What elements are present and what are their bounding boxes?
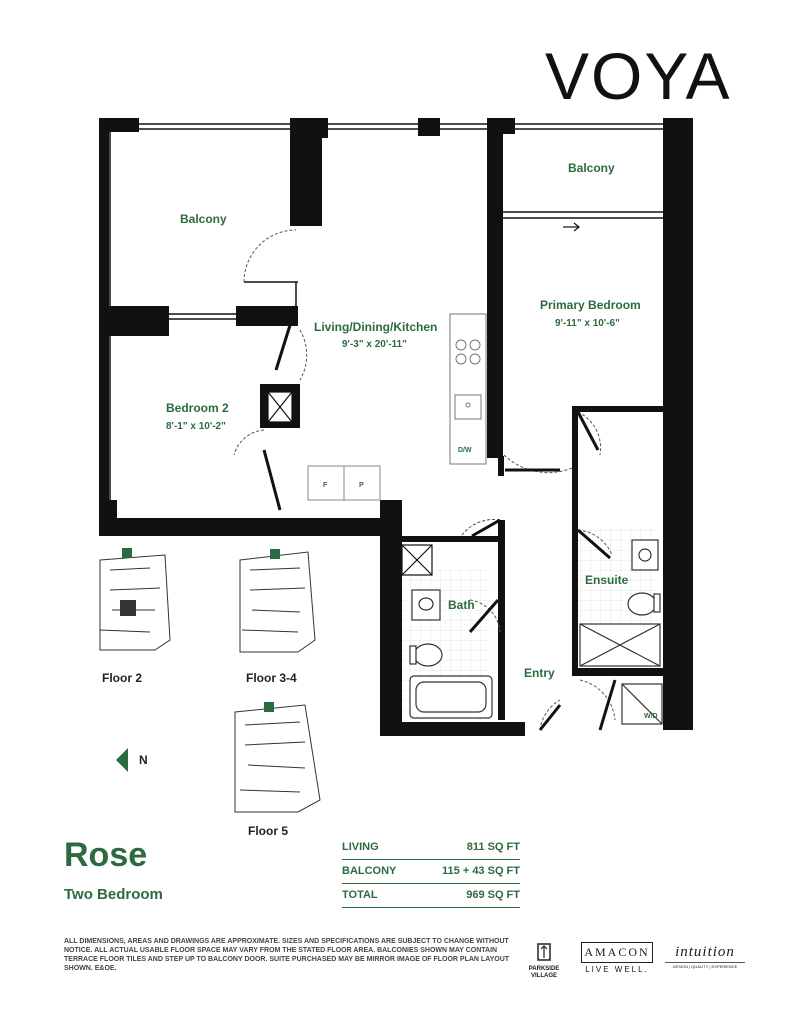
- sliding-door-arrow-icon: [563, 223, 579, 231]
- entry-label: Entry: [524, 666, 555, 680]
- linen-closet-bath: [402, 545, 432, 575]
- windows: [104, 124, 663, 500]
- dishwasher-label: D/W: [458, 447, 472, 454]
- intuition-text: intuition: [675, 944, 735, 960]
- parkside-logo: [524, 943, 564, 980]
- kitchen-counter: [450, 314, 486, 464]
- disclaimer: ALL DIMENSIONS, AREAS AND DRAWINGS ARE APPROXIMATE. SIZES AND SPECIFICATIONS ARE SUBJECT TO CHANGE WITHOUT NOTICE. ALL ACTUAL USABLE FLOOR SPACE MAY VARY FROM THE STATED FLOOR AREA. BALCONIES SHOWN MAY CONTAIN TERRACE FLOOR TILES AND STEP UP TO BALCONY DOOR. SUITE PURCHASED MAY BE MIRROR IMAGE OF FLOOR PLAN LAYOUT SHOWN. E&OE.: [64, 938, 510, 972]
- primary-bedroom-label: Primary Bedroom: [540, 298, 641, 312]
- area-label: TOTAL: [342, 884, 415, 908]
- key-plan-floor5: [235, 702, 320, 812]
- fridge-pantry: [308, 466, 380, 500]
- area-table: [342, 836, 520, 908]
- floor34-label: Floor 3-4: [246, 671, 297, 685]
- wd-label: W/D: [644, 713, 658, 720]
- key-plan-floor2: [100, 548, 170, 650]
- floor2-label: Floor 2: [102, 671, 143, 685]
- area-value: 811 SQ FT: [415, 836, 520, 860]
- area-value: 115 + 43 SQ FT: [415, 860, 520, 884]
- amacon-tagline: LIVE WELL.: [585, 965, 649, 974]
- bedroom2-label: Bedroom 2: [166, 401, 229, 415]
- area-row: [342, 860, 520, 884]
- parkside-text: PARKSIDE VILLAGE: [528, 966, 560, 979]
- floor5-label: Floor 5: [248, 824, 289, 838]
- living-dimensions: 9'-3" x 20'-11": [342, 339, 407, 350]
- bedroom2-dimensions: 8'-1" x 10'-2": [166, 421, 226, 432]
- brand-logo: VOYA: [545, 39, 732, 113]
- balcony-left-label: Balcony: [180, 212, 227, 226]
- bath-label: Bath: [448, 598, 475, 612]
- area-row: [342, 884, 520, 908]
- parkside-mark-icon: [537, 943, 551, 961]
- balcony-right-label: Balcony: [568, 161, 615, 175]
- area-row: [342, 836, 520, 860]
- ensuite-label: Ensuite: [585, 573, 629, 587]
- area-value: 969 SQ FT: [415, 884, 520, 908]
- primary-bedroom-dimensions: 9'-11" x 10'-6": [555, 318, 620, 329]
- amacon-text: AMACON: [581, 942, 653, 963]
- amacon-logo: [581, 942, 653, 974]
- intuition-logo: [665, 944, 745, 969]
- suite-type: Two Bedroom: [64, 886, 163, 903]
- area-label: BALCONY: [342, 860, 415, 884]
- key-plan-floor34: [240, 549, 315, 652]
- living-label: Living/Dining/Kitchen: [314, 320, 438, 334]
- closet-bedroom2: [268, 392, 292, 422]
- suite-name: Rose: [64, 836, 148, 874]
- north-arrow-icon: [116, 748, 128, 772]
- north-label: N: [139, 753, 148, 767]
- pantry-label: P: [359, 482, 364, 489]
- area-label: LIVING: [342, 836, 415, 860]
- intuition-tagline: DESIGN | QUALITY | EXPERIENCE: [665, 962, 745, 969]
- fridge-label: F: [323, 482, 328, 489]
